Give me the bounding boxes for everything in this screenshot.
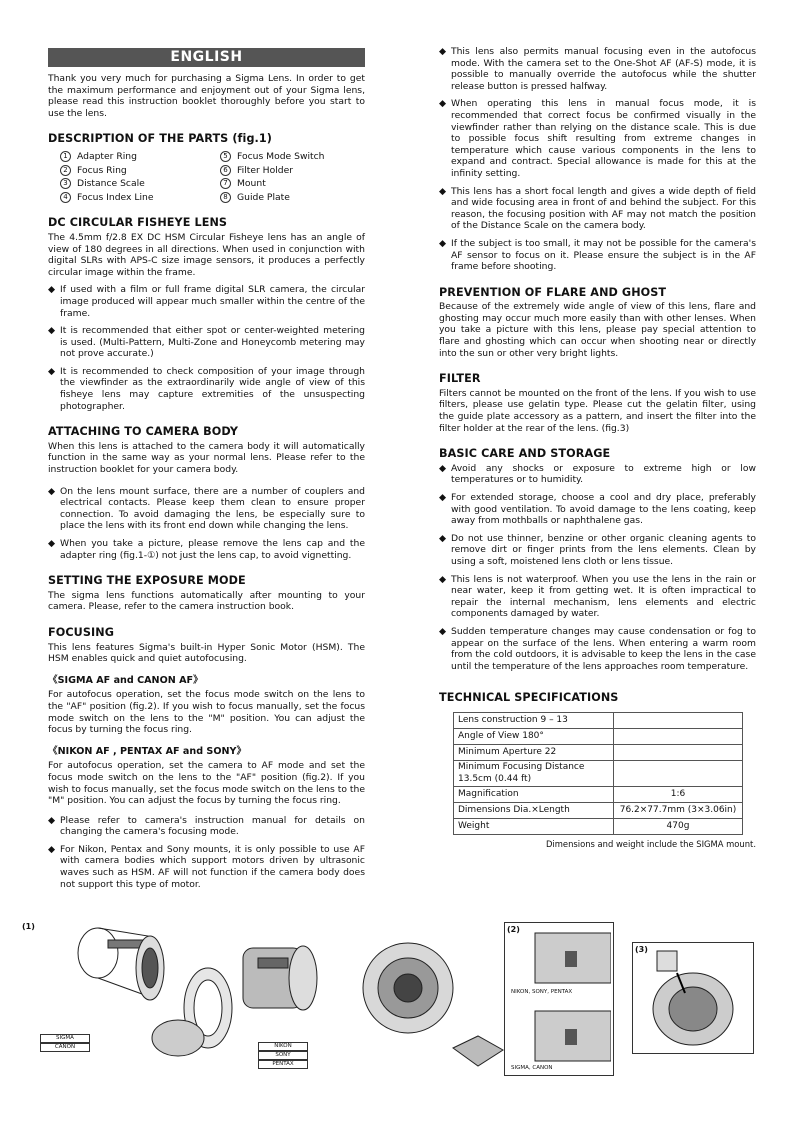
part-number: 8: [220, 192, 231, 203]
figures-area: [18, 918, 786, 1088]
part-item: [220, 192, 370, 204]
part-label: Adapter Ring: [77, 150, 137, 162]
list-item: ◆ Sudden temperature changes may cause condensation or fog to appear on the surface of the lens. When entering a warm room from the cold outdoors, it is advisable to keep the lens in the case until the temperature of the lens approaches room temperature.: [439, 625, 756, 672]
part-number: 1: [60, 151, 71, 162]
exposure-section: [48, 575, 365, 613]
list-item: ◆ For Nikon, Pentax and Sony mounts, it is only possible to use AF with camera bodies which support motors driven by ultrasonic waves such as HSM. AF will not function if the camera body does not support this type of motor.: [48, 843, 365, 890]
table-row: [454, 803, 743, 819]
language-banner: ENGLISH: [48, 48, 365, 67]
spec-value: [614, 728, 743, 744]
spec-label: Magnification: [454, 787, 614, 803]
focus-switch-illustration: [505, 923, 611, 1073]
fig1-label: (1): [22, 922, 35, 931]
exposure-heading: SETTING THE EXPOSURE MODE: [48, 574, 246, 588]
part-item: [60, 178, 220, 190]
left-column: [48, 48, 365, 890]
spec-label: Angle of View 180°: [454, 728, 614, 744]
attaching-section: [48, 426, 365, 561]
list-item: ◆ On the lens mount surface, there are a number of couplers and electrical contacts. Please keep them clean to ensure proper connection. To avoid damaging the lens, be especially sure to place the lens with its front end down while changing the lens.: [48, 485, 365, 532]
care-section: [439, 448, 756, 672]
list-item: ◆ For extended storage, choose a cool and dry place, preferably with good ventilation. To avoid damage to the lens coating, keep away from mothballs or naphthalene gas.: [439, 492, 756, 527]
focusing-heading: FOCUSING: [48, 625, 115, 639]
specs-table: [453, 712, 743, 835]
part-label: Guide Plate: [237, 191, 290, 203]
part-item: [220, 165, 370, 177]
fig3-label: (3): [635, 945, 648, 954]
lens-rear-drawing: [363, 943, 453, 1033]
attaching-text: When this lens is attached to the camera body it will automatically function in the same way as your normal lens. Please refer to the instruction booklet for your camera body.: [48, 440, 365, 476]
table-row: [454, 744, 743, 760]
parts-section: [48, 133, 365, 203]
part-label: Mount: [237, 178, 266, 190]
list-item: ◆ When operating this lens in manual focus mode, it is recommended that correct focus be confirmed visually in the viewfinder rather than relying on the distance scale. This is due to possible focus shift resulting from extreme changes in temperature which cause various components in the lens to expand and contract. Special allowance is made for this at the infinity setting.: [439, 98, 756, 179]
parts-heading: DESCRIPTION OF THE PARTS (fig.1): [48, 132, 273, 146]
part-number: 6: [220, 165, 231, 176]
exposure-text: The sigma lens functions automatically after mounting to your camera. Please, refer to the camera instruction book.: [48, 589, 365, 613]
part-item: [60, 165, 220, 177]
filter-heading: FILTER: [439, 372, 481, 386]
part-label: Focus Index Line: [77, 191, 154, 203]
list-item: ◆ If used with a film or full frame digital SLR camera, the circular image produced will appear much smaller within the centre of the frame.: [48, 284, 365, 319]
part-label: Filter Holder: [237, 164, 294, 176]
guide-plate-drawing: [453, 1036, 503, 1066]
part-number: 3: [60, 178, 71, 189]
specs-section: [439, 692, 756, 850]
part-label: Focus Mode Switch: [237, 150, 325, 162]
spec-label: Dimensions Dia.×Length: [454, 803, 614, 819]
filter-section: [439, 373, 756, 434]
filter-insert-illustration: [633, 943, 751, 1051]
intro-text: Thank you very much for purchasing a Sigma Lens. In order to get the maximum performance and enjoyment out of your Sigma lens, please read this instruction booklet thoroughly before you start to use the lens.: [48, 73, 365, 119]
part-item: [60, 192, 220, 204]
fig2-label: (2): [507, 925, 520, 934]
part-item: [220, 178, 370, 190]
table-row: [454, 760, 743, 786]
parts-list: [60, 151, 365, 203]
fisheye-bullets: [48, 284, 365, 412]
sigma-canon-tag: SIGMA CANON: [40, 1034, 90, 1052]
part-label: Focus Ring: [77, 164, 127, 176]
list-item: ◆ When you take a picture, please remove the lens cap and the adapter ring (fig.1-①) not just the lens cap, to avoid vignetting.: [48, 538, 365, 561]
attaching-bullets: [48, 486, 365, 562]
part-number: 7: [220, 178, 231, 189]
flare-section: [439, 287, 756, 360]
part-item: [60, 151, 220, 163]
specs-note: Dimensions and weight include the SIGMA mount.: [545, 839, 756, 850]
fisheye-text: The 4.5mm f/2.8 EX DC HSM Circular Fisheye lens has an angle of view of 180 degrees in all directions. When used in conjunction with digital SLRs with APS-C size image sensors, it produces a perfectly circular image within the frame.: [48, 231, 365, 278]
focusing-text: This lens features Sigma's built-in Hyper Sonic Motor (HSM). The HSM enables quick and quiet autofocusing.: [48, 641, 365, 665]
filter-text: Filters cannot be mounted on the front of the lens. If you wish to use filters, please use gelatin type. Please cut the gelatin filter, using the guide plate accessory as a pattern, and insert the filter into the filter holder at the rear of the lens. (fig.3): [439, 387, 756, 434]
list-item: ◆ Avoid any shocks or exposure to extreme high or low temperatures or to humidity.: [439, 462, 756, 486]
spec-value: [614, 744, 743, 760]
fig2-box: [504, 922, 614, 1076]
flare-text: Because of the extremely wide angle of view of this lens, flare and ghosting may occur much more easily than with other lenses. When you take a picture with this lens, please pay special attention to flare and ghosting which can occur when shooting near or directly into the sun or other very bright lights.: [439, 301, 756, 359]
spec-value: 470g: [614, 819, 743, 835]
part-number: 5: [220, 151, 231, 162]
part-item: [220, 151, 370, 163]
fig2-caption-bottom: SIGMA, CANON: [511, 1065, 553, 1071]
sigma-canon-text: For autofocus operation, set the focus mode switch on the lens to the "AF" position (fig.2). If you wish to focus manually, set the focus mode switch on the lens to the "M" position. You can adjust the focus by turning the focus ring.: [48, 689, 365, 736]
fig3-box: [632, 942, 754, 1054]
spec-value: [614, 712, 743, 728]
focusing-bullets: [48, 815, 365, 891]
part-number: 2: [60, 165, 71, 176]
fisheye-section: [48, 217, 365, 412]
part-label: Distance Scale: [77, 178, 145, 190]
spec-value: 1:6: [614, 787, 743, 803]
adapter-ring-drawing: [152, 968, 232, 1056]
lens-side-drawing: [243, 946, 317, 1010]
sigma-canon-heading: 《SIGMA AF and CANON AF》: [48, 674, 203, 686]
care-heading: BASIC CARE AND STORAGE: [439, 447, 611, 461]
attaching-heading: ATTACHING TO CAMERA BODY: [48, 425, 239, 439]
part-number: 4: [60, 192, 71, 203]
care-bullets: [439, 463, 756, 673]
spec-value: [614, 760, 743, 786]
nikon-pentax-sony-text: For autofocus operation, set the camera to AF mode and set the focus mode switch on the lens to the "AF" position (fig.2). If you wish to focus manually, set the focus mode switch on the lens to the "M" position. You can adjust the focus by turning the focus ring.: [48, 760, 365, 807]
fisheye-heading: DC CIRCULAR FISHEYE LENS: [48, 216, 228, 230]
lens-with-adapter-drawing: [78, 928, 164, 1000]
right-column: [439, 46, 756, 851]
focus-notes-bullets: [439, 46, 756, 273]
specs-heading: TECHNICAL SPECIFICATIONS: [439, 691, 619, 705]
table-row: [454, 728, 743, 744]
list-item: ◆ If the subject is too small, it may not be possible for the camera's AF sensor to focus on it. Please ensure the subject is in the AF frame before shooting.: [439, 237, 756, 273]
focusing-section: [48, 627, 365, 890]
nikon-sony-pentax-tag: NIKON SONY PENTAX: [258, 1042, 308, 1069]
spec-value: 76.2×77.7mm (3×3.06in): [614, 803, 743, 819]
list-item: ◆ This lens also permits manual focusing even in the autofocus mode. With the camera set to the One-Shot AF (AF-S) mode, it is possible to manually override the autofocus while the shutter release button is pressed halfway.: [439, 46, 756, 92]
list-item: ◆ This lens has a short focal length and gives a wide depth of field and wide focusing area in front of and behind the subject. For this reason, the focusing position with AF may not match the position of the Distance Scale on the camera body.: [439, 185, 756, 232]
spec-label: Minimum Aperture 22: [454, 744, 614, 760]
list-item: ◆ Please refer to camera's instruction manual for details on changing the camera's focusing mode.: [48, 814, 365, 838]
table-row: [454, 787, 743, 803]
table-row: [454, 819, 743, 835]
list-item: ◆ It is recommended to check composition of your image through the viewfinder as the extraordinarily wide angle of view of this fisheye lens may capture extremities of the unsuspecting photographer.: [48, 365, 365, 412]
flare-heading: PREVENTION OF FLARE AND GHOST: [439, 285, 667, 299]
spec-label: Minimum Focusing Distance 13.5cm (0.44 ft): [454, 760, 614, 786]
list-item: ◆ Do not use thinner, benzine or other organic cleaning agents to remove dirt or finger prints from the lens elements. Clean by using a soft, moistened lens cloth or lens tissue.: [439, 532, 756, 567]
fig2-caption-top: NIKON, SONY, PENTAX: [511, 989, 573, 995]
list-item: ◆ It is recommended that either spot or center-weighted metering is used. (Multi-Pattern, Multi-Zone and Honeycomb metering may not prove accurate.): [48, 325, 365, 360]
nikon-pentax-sony-heading: 《NIKON AF , PENTAX AF and SONY》: [48, 745, 247, 757]
list-item: ◆ This lens is not waterproof. When you use the lens in the rain or near water, keep it from getting wet. It is often impractical to repair the internal mechanism, lens elements and electric components damaged by water.: [439, 573, 756, 620]
spec-label: Weight: [454, 819, 614, 835]
table-row: [454, 712, 743, 728]
spec-label: Lens construction 9 – 13: [454, 712, 614, 728]
